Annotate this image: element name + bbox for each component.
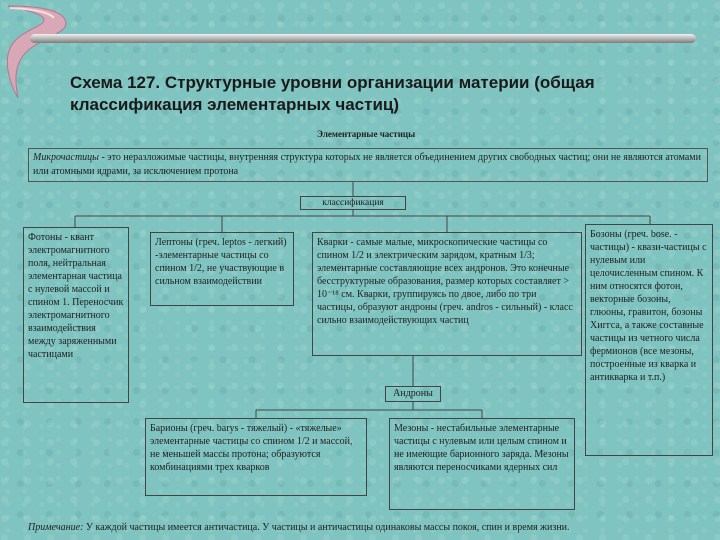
diagram-subtitle: Элементарные частицы bbox=[316, 129, 416, 139]
footnote-label: Примечание: bbox=[28, 522, 84, 533]
footnote bbox=[28, 522, 718, 534]
bosons-box: Бозоны (греч. bose. - частицы) - квази-частицы с нулевым или целочисленным спином. К ним относятся фотон, векторные бозоны, глюоны, гравитон, бозоны Хиггса, а также составные частицы из четного числа фермионов (все мезоны, построенные из кварка и антикварка и т.п.) bbox=[585, 224, 713, 456]
leptons-box: Лептоны (греч. leptos - легкий) -элементарные частицы со спином 1/2, не участвующие в сильном взаимодействии bbox=[150, 232, 294, 306]
photons-box: Фотоны - квант электромагнитного поля, нейтральная элементарная частица с нулевой массой и спином 1. Переносчик электромагнитного взаимодействия между заряженными частицами bbox=[23, 227, 129, 403]
footnote-text: У каждой частицы имеется античастица. У частицы и античастицы одинаковы массы покоя, спин и время жизни. bbox=[83, 522, 570, 533]
hadrons-box: Андроны bbox=[385, 386, 441, 402]
page-title: Схема 127. Структурные уровни организации материи (общая классификация элементарных частиц) bbox=[70, 73, 595, 114]
classification-box: классификация bbox=[300, 196, 406, 210]
definition-text: - это неразложимые частицы, внутренняя структура которых не является объединением других свободных частиц; они не являются атомами или атомными ядрами, за исключением протона bbox=[33, 152, 701, 177]
baryons-box: Барионы (греч. barys - тяжелый) - «тяжелые» элементарные частицы со спином 1/2 и массой, не меньшей массы протона; образуются комбинациями трех кварков bbox=[145, 418, 367, 496]
quarks-box: Кварки - самые малые, микроскопические частицы со спином 1/2 и электрическим зарядом, кратным 1/3; элементарные составляющие всех андронов. Это конечные бесструктурные образования, размер которых составляет > 10⁻¹⁸ см. Кварки, группируясь по двое, либо по три частицы, образуют андроны (греч. andros - сильный) - класс сильно взаимодействующих частиц bbox=[312, 232, 582, 356]
mesons-box: Мезоны - нестабильные элементарные частицы с нулевым или целым спином и не имеющие барионного заряда. Мезоны являются переносчиками ядерных сил bbox=[389, 418, 575, 510]
definition-term: Микрочастицы bbox=[33, 152, 99, 163]
